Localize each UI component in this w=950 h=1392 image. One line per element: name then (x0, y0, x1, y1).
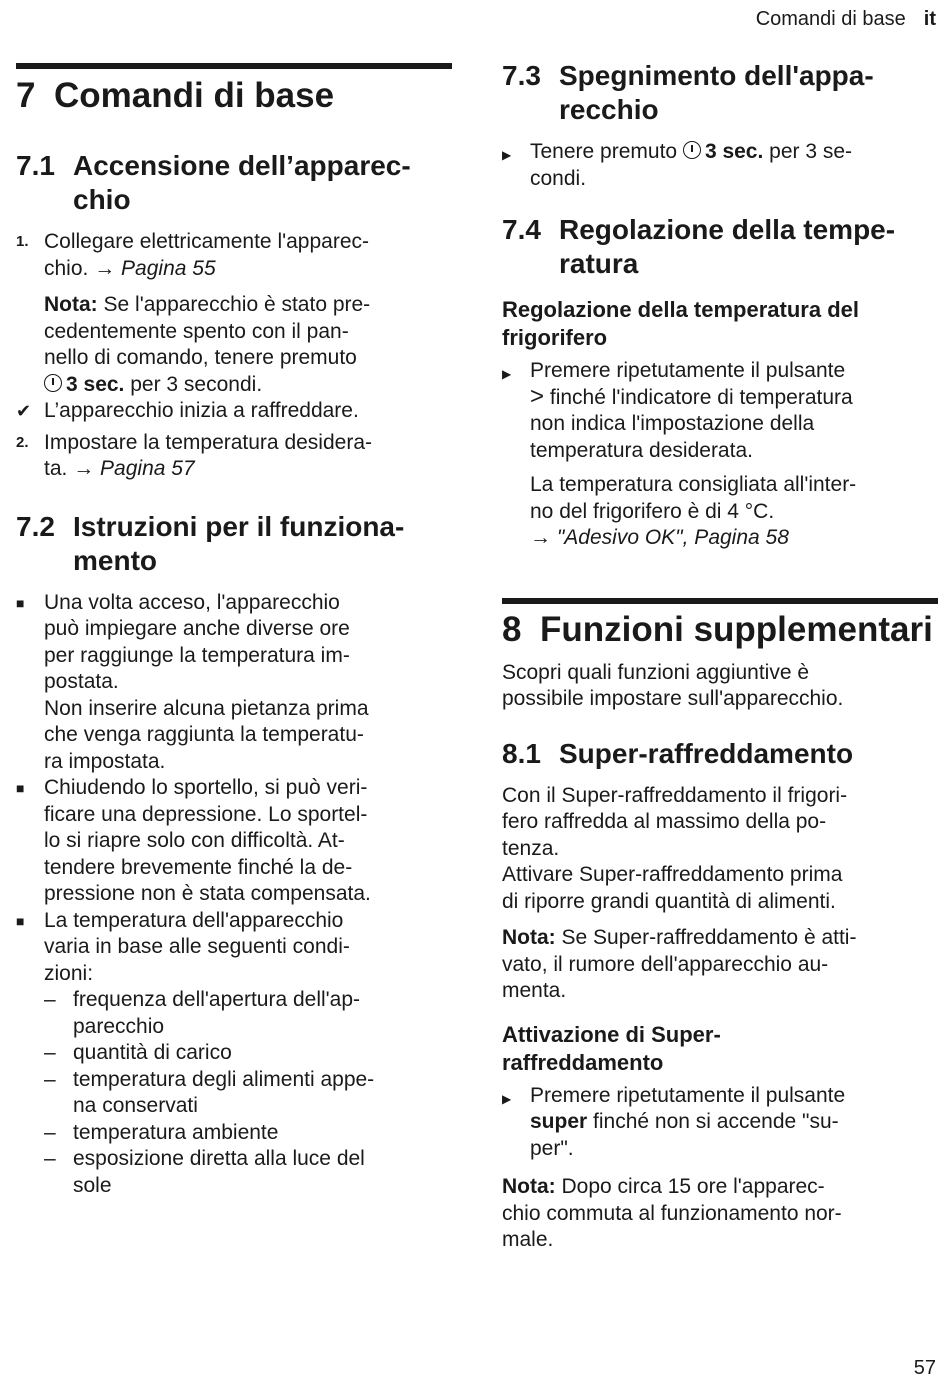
result-line (16, 398, 452, 425)
dash-bullet: – (44, 1067, 56, 1091)
header-language: it (923, 8, 936, 30)
step-2 (16, 430, 452, 483)
step-text: Collegare elettricamente l'apparec- (44, 230, 370, 253)
dash-item: – esposizione diretta alla luce del sole (16, 1146, 452, 1199)
checkmark-icon: ✔ (16, 401, 32, 421)
action-item: ▶ Tenere premuto 3 sec. per 3 se- condi. (502, 139, 938, 192)
header-title: Comandi di base (755, 8, 906, 30)
step-text: ta. (44, 457, 68, 480)
subsection-title: Regolazione della temperatura del frigorifero (502, 297, 859, 350)
dash-bullet: – (44, 1120, 56, 1144)
left-column (16, 0, 452, 1199)
section-number: 7.1 (16, 150, 55, 181)
section-number: 8.1 (502, 737, 541, 769)
square-bullet-icon: ■ (16, 912, 25, 929)
power-icon (44, 374, 62, 392)
chapter-number: 7 (16, 76, 36, 115)
note-label: Nota: (44, 293, 98, 316)
dash-item: – temperatura ambiente (16, 1120, 452, 1147)
triangle-bullet-icon: ▶ (502, 148, 512, 162)
chapter-8-title (502, 610, 938, 650)
section-title-line: Istruzioni per il funziona- (73, 510, 405, 542)
section-title-line: ratura (559, 248, 639, 279)
note-text: Se l'apparecchio è stato pre- (103, 293, 371, 316)
step-number: 2. (16, 433, 29, 451)
note-block (16, 292, 452, 398)
page-link[interactable]: → "Adesivo OK", Pagina 58 (530, 526, 789, 549)
bullet-item: ■ Una volta acceso, l'apparecchio può impiegare anche diverse ore per raggiunge la temperatura im- postata. Non inserire alcuna pietanza prima che venga raggiunta la temperatu- ra impostata. (16, 590, 452, 776)
chapter-number: 8 (502, 609, 522, 649)
paragraph: Con il Super-raffreddamento il frigori- fero raffredda al massimo della po- tenza. Attivare Super-raffreddamento prima di riporre grandi quantità di alimenti. (502, 783, 848, 913)
bullet-item: ■ Chiudendo lo sportello, si può veri- ficare una depressione. Lo sportel- lo si riapre solo con difficoltà. At- tendere brevemente finché la de- pressione non è stata compensata. (16, 775, 452, 908)
section-7-2-title (16, 510, 452, 578)
triangle-bullet-icon: ▶ (502, 367, 512, 381)
chevron-right-icon: > (530, 382, 545, 410)
section-7-4-title (502, 213, 938, 281)
section-7-3-title (502, 59, 938, 127)
dash-item: – quantità di carico (16, 1040, 452, 1067)
step-number: 1. (16, 233, 29, 250)
chapter-title-text: Comandi di base (54, 76, 335, 115)
super-button-name: super (530, 1110, 588, 1133)
dash-bullet: – (44, 1041, 56, 1064)
section-title-line: Regolazione della tempe- (559, 214, 896, 245)
section-title-line: chio (73, 184, 131, 215)
duration-bold: 3 sec. (66, 372, 125, 396)
square-bullet-icon: ■ (16, 780, 25, 796)
action-item: ▶ Premere ripetutamente il pulsante super finché non si accende "su- per". (502, 1083, 938, 1163)
chapter-intro: Scopri quali funzioni aggiuntive è possibile impostare sull'apparecchio. (502, 660, 844, 710)
note-text: per 3 secondi. (130, 372, 263, 396)
section-title-line: Spegnimento dell'appa- (559, 60, 874, 91)
section-7-1-title (16, 149, 452, 217)
section-title-line: mento (73, 544, 157, 576)
square-bullet-icon: ■ (16, 594, 25, 611)
section-title-line: Accensione dell’apparec- (73, 150, 411, 181)
section-8-1-title (502, 737, 938, 771)
step-text: Impostare la temperatura desidera- (44, 430, 372, 454)
step-1 (16, 229, 452, 282)
note-label: Nota: (502, 1175, 556, 1198)
section-title-line: recchio (559, 94, 659, 125)
section-title-line: Super-raffreddamento (559, 737, 854, 769)
power-icon (683, 141, 701, 159)
step-text: chio. (44, 256, 89, 280)
note-text: nello di comando, tenere premuto (44, 346, 357, 369)
dash-item: – frequenza dell'apertura dell'ap- parecchio (16, 987, 452, 1040)
page-number: 57 (913, 1357, 936, 1379)
action-item: ▶ Premere ripetutamente il pulsante > finché l'indicatore di temperatura non indica l'impostazione della temperatura desiderata. (502, 358, 938, 464)
chapter-title-text: Funzioni supplementari (540, 609, 933, 649)
dash-bullet: – (44, 1147, 56, 1170)
result-text: L’apparecchio inizia a raffreddare. (44, 399, 359, 422)
section-number: 7.2 (16, 510, 55, 542)
page-link[interactable]: → Pagina 55 (94, 256, 216, 280)
subsection-title: Attivazione di Super- raffreddamento (502, 1021, 721, 1075)
page-link[interactable]: → Pagina 57 (73, 457, 195, 480)
note-block: Nota: Se Super-raffreddamento è atti- vato, il rumore dell'apparecchio au- menta. (502, 926, 857, 1002)
dash-item: – temperatura degli alimenti appe- na conservati (16, 1067, 452, 1120)
bullet-item: ■ La temperatura dell'apparecchio varia in base alle seguenti condi- zioni: (16, 908, 452, 988)
note-text: cedentemente spento con il pan- (44, 319, 349, 343)
note-label: Nota: (502, 926, 556, 949)
triangle-bullet-icon: ▶ (502, 1091, 512, 1106)
section-number: 7.3 (502, 60, 541, 91)
note-block: Nota: Dopo circa 15 ore l'apparec- chio commuta al funzionamento nor- male. (502, 1175, 842, 1251)
chapter-7-title (16, 76, 452, 116)
info-block: La temperatura consigliata all'inter- no del frigorifero è di 4 °C. → "Adesivo OK", Pagina 58 (530, 473, 857, 549)
dash-bullet: – (44, 988, 56, 1011)
section-number: 7.4 (502, 214, 541, 245)
right-column (502, 0, 938, 1254)
